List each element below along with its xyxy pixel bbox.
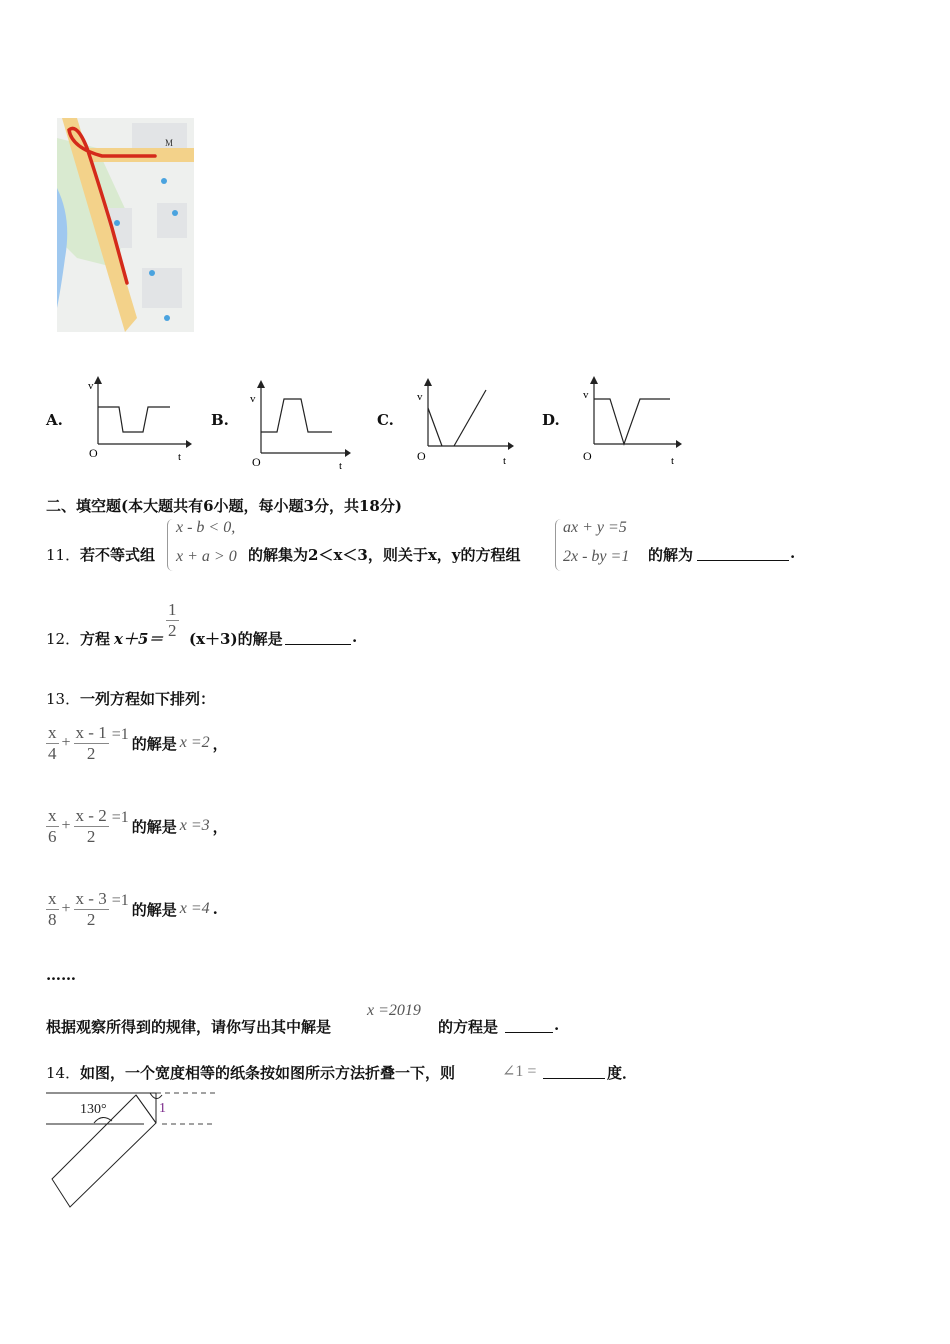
q13-r3-sol: x =4 bbox=[179, 900, 210, 917]
q12-number: 12． bbox=[46, 630, 81, 648]
q12-rhs: (x＋3)的解是 bbox=[189, 630, 283, 648]
section-heading: 二、填空题(本大题共有6小题，每小题3分，共18分) bbox=[46, 497, 402, 515]
q13-r1-b-den: 2 bbox=[86, 743, 96, 763]
q11-mid: 的解集为2＜x＜3，则关于x，y的方程组 bbox=[248, 546, 521, 564]
graph-c-t: t bbox=[503, 455, 507, 467]
option-c-label: C. bbox=[377, 411, 394, 429]
q14-figure bbox=[44, 1087, 219, 1216]
q11-ineq1: x - b < 0, bbox=[176, 519, 236, 536]
q13-r1-a-den: 4 bbox=[48, 743, 57, 763]
q11-brace-left bbox=[167, 519, 176, 571]
q13-r2-sol: x =3 bbox=[179, 817, 210, 834]
q12-pre: 方程 bbox=[80, 630, 111, 648]
q11-number: 11． bbox=[46, 546, 81, 564]
option-b-label: B. bbox=[211, 411, 229, 429]
q13-end: . bbox=[554, 1016, 560, 1034]
q12-end: . bbox=[352, 628, 358, 646]
graph-d-o: O bbox=[583, 449, 592, 463]
q11-post: 的解为 bbox=[648, 546, 694, 564]
q11-ineq2: x + a > 0 bbox=[176, 548, 237, 565]
q13-r2-sol-pre: 的解是 bbox=[131, 817, 177, 836]
graph-d bbox=[580, 376, 686, 470]
q13-r2-eq: =1 bbox=[111, 809, 129, 826]
q13-r2-b-num: x - 2 bbox=[75, 805, 107, 825]
q13-r3-b-num: x - 3 bbox=[75, 888, 107, 908]
q13-r1-eq: =1 bbox=[111, 726, 129, 743]
option-d-label: D. bbox=[542, 411, 560, 429]
graph-c-v: v bbox=[417, 391, 423, 403]
q12-lhs: x＋5＝ bbox=[114, 630, 164, 648]
graph-b-v: v bbox=[250, 393, 256, 405]
q13-ask-pre: 根据观察所得到的规律，请你写出其中解是 bbox=[46, 1018, 332, 1036]
q12-fraction bbox=[166, 600, 179, 640]
q12-frac-num: 1 bbox=[168, 600, 177, 619]
q13-row-2: $\frac{x}{6}$ + $\frac{x - 2}{2}$ =1 的解是 x =3 ， bbox=[48, 805, 228, 846]
q13-r3-a-den: 8 bbox=[48, 909, 57, 929]
graph-a-o: O bbox=[89, 446, 98, 460]
q13-r3-a-num: x bbox=[48, 888, 57, 908]
route-map-svg bbox=[57, 118, 194, 332]
q13-ask-math: x =2019 bbox=[367, 1002, 421, 1019]
q13-r1-a-num: x bbox=[48, 722, 57, 742]
q11-end: . bbox=[790, 544, 796, 562]
q13-row-1: $\frac{x}{4}$ + $\frac{x - 1}{2}$ =1 的解是 x =2 ， bbox=[48, 722, 228, 763]
graph-a bbox=[88, 376, 194, 464]
q13-r1-tail: ， bbox=[212, 734, 228, 753]
q13-ellipsis: …… bbox=[46, 966, 76, 984]
q14-fig-label: 1 bbox=[159, 1101, 166, 1116]
graph-b-o: O bbox=[252, 455, 261, 469]
q13-r2-a-den: 6 bbox=[48, 826, 57, 846]
q14-text: 如图，一个宽度相等的纸条按如图所示方法折叠一下，则 bbox=[80, 1064, 456, 1082]
graph-d-v: v bbox=[583, 389, 589, 401]
q14-answer-blank[interactable] bbox=[543, 1064, 605, 1079]
graph-c bbox=[414, 378, 520, 472]
map-marker-label: M bbox=[165, 138, 174, 148]
graph-d-t: t bbox=[671, 455, 675, 466]
q12-answer-blank[interactable] bbox=[285, 630, 351, 645]
q13-r3-eq: =1 bbox=[111, 892, 129, 909]
q13-r2-b-den: 2 bbox=[86, 826, 96, 846]
route-map bbox=[57, 118, 194, 332]
graph-b bbox=[249, 380, 355, 474]
q13-r2-a-num: x bbox=[48, 805, 57, 825]
q14-fig-angle: 130° bbox=[80, 1102, 107, 1117]
q13-r1-sol-pre: 的解是 bbox=[131, 734, 177, 753]
q11-eq2: 2x - by =1 bbox=[563, 548, 630, 565]
graph-b-t: t bbox=[339, 460, 343, 470]
q14-angle: ∠1 = bbox=[502, 1063, 537, 1080]
option-a-label: A. bbox=[46, 411, 63, 429]
graph-a-t: t bbox=[178, 451, 182, 460]
q13-r1-sol: x =2 bbox=[179, 734, 210, 751]
q13-r3-tail: . bbox=[212, 900, 218, 918]
graph-c-o: O bbox=[417, 449, 426, 463]
graph-a-v: v bbox=[88, 380, 94, 392]
q12-frac-den: 2 bbox=[168, 620, 177, 640]
q13-row-3: $\frac{x}{8}$ + $\frac{x - 3}{2}$ =1 的解是 x =4 . bbox=[48, 888, 218, 929]
q13-r2-tail: ， bbox=[212, 817, 228, 836]
q13-answer-blank[interactable] bbox=[505, 1018, 553, 1033]
q13-ask-post: 的方程是 bbox=[438, 1018, 499, 1036]
q11-pre: 若不等式组 bbox=[80, 546, 156, 564]
q13-r1-b-num: x - 1 bbox=[75, 722, 107, 742]
q14-number: 14． bbox=[46, 1064, 81, 1082]
q11-answer-blank[interactable] bbox=[697, 546, 789, 561]
q14-unit: 度． bbox=[607, 1064, 638, 1082]
q13-intro: 一列方程如下排列： bbox=[80, 690, 216, 708]
q13-r3-b-den: 2 bbox=[86, 909, 96, 929]
q13-r3-sol-pre: 的解是 bbox=[131, 900, 177, 919]
q11-eq1: ax + y =5 bbox=[563, 519, 627, 536]
q13-number: 13． bbox=[46, 690, 81, 708]
